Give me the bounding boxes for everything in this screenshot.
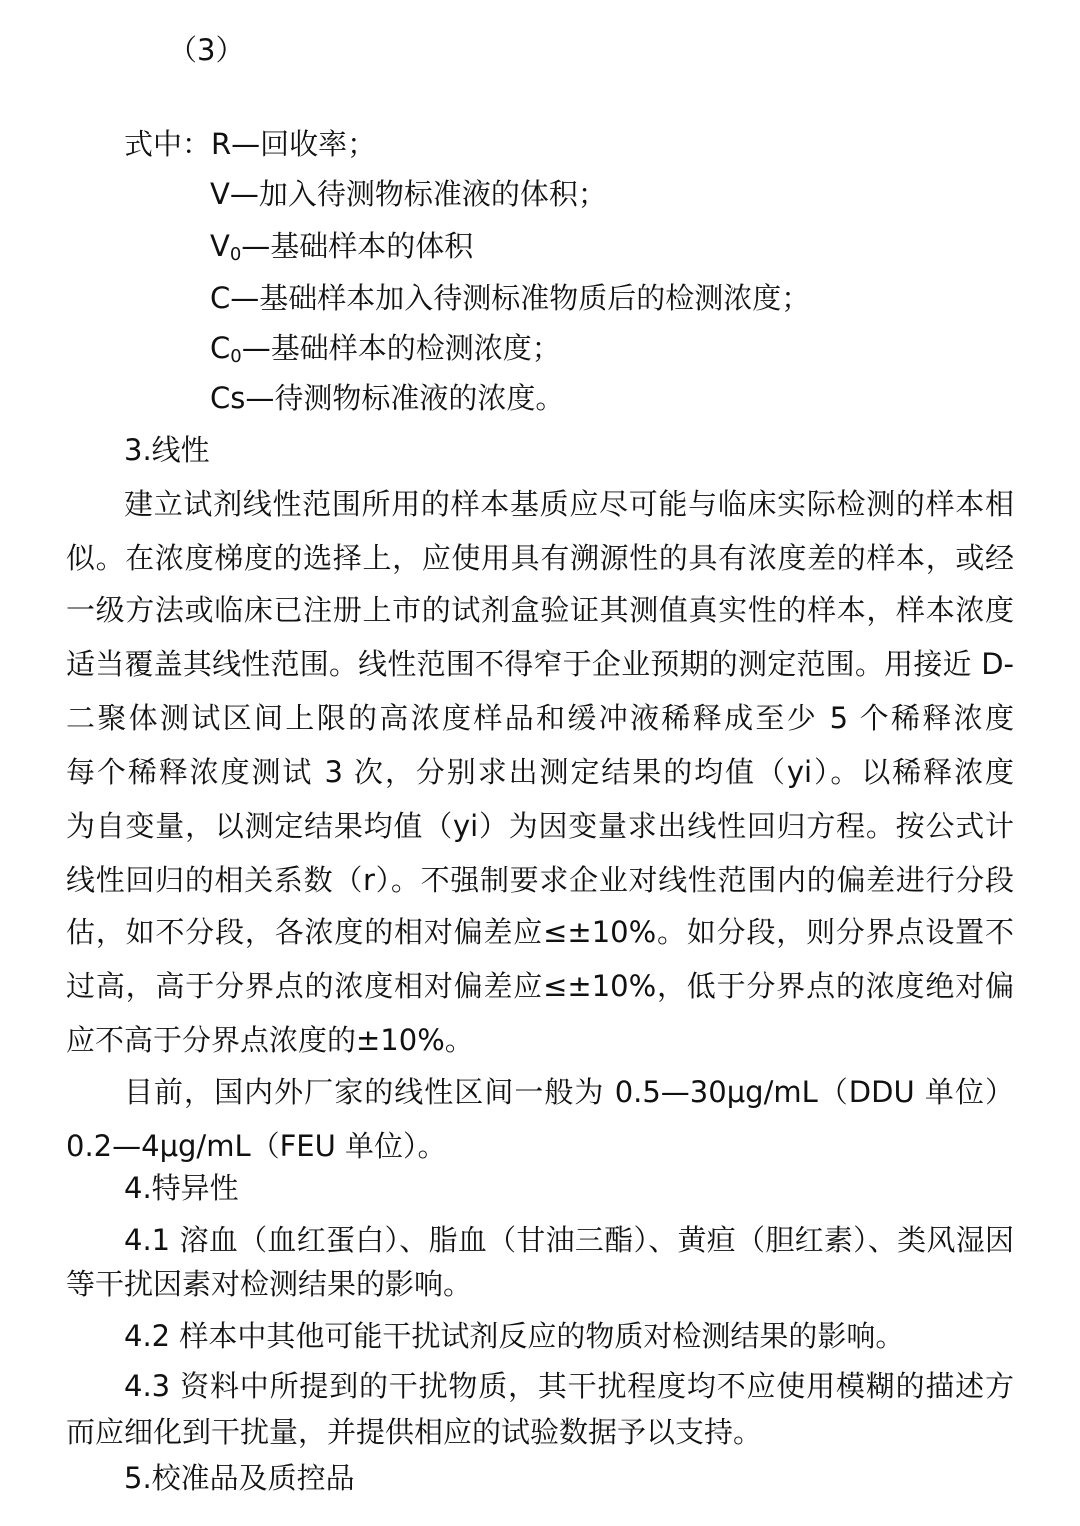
section3-p2-last-line: 0.2—4μg/mL（FEU 单位）。 <box>66 1129 447 1163</box>
section3-p1-line: 过高，高于分界点的浓度相对偏差应≤±10%，低于分界点的浓度绝对偏 <box>66 969 1014 1003</box>
section4-3-last-line: 而应细化到干扰量，并提供相应的试验数据予以支持。 <box>66 1415 763 1449</box>
section3-p1-last-line: 应不高于分界点浓度的±10%。 <box>66 1023 474 1057</box>
section4-1-line: 4.1 溶血（血红蛋白）、脂血（甘油三酯）、黄疸（胆红素）、类风湿因 <box>124 1223 1014 1257</box>
section3-p2-line: 目前，国内外厂家的线性区间一般为 0.5—30μg/mL（DDU 单位） <box>124 1075 1014 1109</box>
section3-p1-line: 建立试剂线性范围所用的样本基质应尽可能与临床实际检测的样本相 <box>124 487 1014 521</box>
definition-cs: Cs—待测物标准液的浓度。 <box>210 381 565 415</box>
section3-heading: 3.线性 <box>124 433 210 467</box>
section3-p1-line: 适当覆盖其线性范围。线性范围不得窄于企业预期的测定范围。用接近 D- <box>66 647 1014 681</box>
c0-description: —基础样本的检测浓度； <box>241 331 561 365</box>
definition-c: C—基础样本加入待测标准物质后的检测浓度； <box>210 281 811 315</box>
section3-p1-line: 每个稀释浓度测试 3 次，分别求出测定结果的均值（yi）。以稀释浓度 <box>66 755 1014 789</box>
section3-p1-line: 二聚体测试区间上限的高浓度样品和缓冲液稀释成至少 5 个稀释浓度 <box>66 701 1014 735</box>
definition-v0 <box>210 228 473 264</box>
v0-description: —基础样本的体积 <box>241 229 474 263</box>
section4-3-line: 4.3 资料中所提到的干扰物质，其干扰程度均不应使用模糊的描述方 <box>124 1369 1014 1403</box>
section4-2: 4.2 样本中其他可能干扰试剂反应的物质对检测结果的影响。 <box>124 1319 905 1353</box>
formula-number: （3） <box>168 33 245 67</box>
section3-p1-line: 估，如不分段，各浓度的相对偏差应≤±10%。如分段，则分界点设置不 <box>66 915 1014 949</box>
c0-symbol: C <box>210 331 231 365</box>
section3-p1-line: 为自变量，以测定结果均值（yi）为因变量求出线性回归方程。按公式计 <box>66 809 1014 843</box>
section4-1-last-line: 等干扰因素对检测结果的影响。 <box>66 1267 473 1301</box>
definition-c0 <box>210 330 561 366</box>
section3-p1-line: 似。在浓度梯度的选择上，应使用具有溯源性的具有浓度差的样本，或经 <box>66 541 1014 575</box>
definition-v: V—加入待测物标准液的体积； <box>210 177 607 211</box>
section3-p1-line: 一级方法或临床已注册上市的试剂盒验证其测值真实性的样本，样本浓度 <box>66 593 1014 627</box>
section3-p1-line: 线性回归的相关系数（r）。不强制要求企业对线性范围内的偏差进行分段 <box>66 863 1014 897</box>
section4-heading: 4.特异性 <box>124 1171 239 1205</box>
v0-symbol: V <box>210 229 230 263</box>
section5-heading: 5.校准品及质控品 <box>124 1461 355 1495</box>
definitions-intro: 式中：R—回收率； <box>124 127 377 161</box>
c0-subscript: 0 <box>230 346 242 367</box>
v0-subscript: 0 <box>229 244 242 265</box>
